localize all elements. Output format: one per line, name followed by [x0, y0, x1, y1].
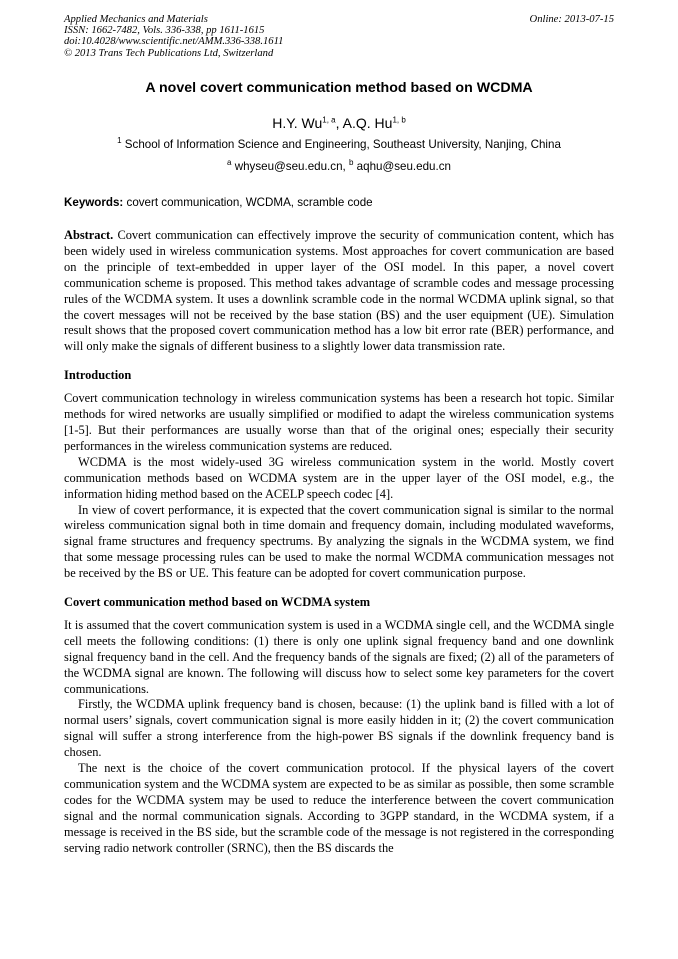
keywords-text: covert communication, WCDMA, scramble code [126, 196, 373, 209]
paragraph: The next is the choice of the covert communication protocol. If the physical layers of the covert communication system and the WCDMA system are expected to be as similar as possible, then some scramble codes for the WCDMA system may be used to reduce the interference between the covert communication signal and the normal communication signals. According to 3GPP standard, in the WCDMA system, if a message is received in the BS side, but the scramble code of the message is not registered in the corresponding serving radio network controller (SRNC), then the BS discards the [64, 761, 614, 855]
affiliation [64, 138, 614, 151]
section-heading: Covert communication method based on WCDMA system [64, 595, 371, 610]
section-heading: Introduction [64, 368, 132, 383]
keywords [64, 196, 614, 209]
paragraph: Covert communication technology in wireless communication systems has been a research hot topic. Similar methods for wired networks are usually simplified or modified to adapt the wireless communication systems [1-5]. But their performances are usually worse than that of the original ones; especially their security performances in the wireless communication systems are reduced. [64, 391, 614, 453]
author-affil-marker: 1, a [322, 115, 336, 125]
email-marker: a [227, 158, 232, 168]
paper-title: A novel covert communication method based on WCDMA [145, 80, 533, 96]
issn-line: ISSN: 1662-7482, Vols. 336-338, pp 1611-1615 [64, 25, 265, 37]
email-separator: , [342, 160, 349, 173]
paper-body [64, 228, 614, 857]
author-affil-marker: 1, b [392, 115, 406, 125]
author-separator: , [335, 115, 343, 131]
affiliation-marker: 1 [117, 136, 122, 146]
email-marker: b [348, 158, 354, 168]
paragraph: It is assumed that the covert communication system is used in a WCDMA single cell, and the WCDMA single cell meets the following conditions: (1) there is only one uplink signal frequency band and one downlink signal frequency band in the cell. And the frequency bands of the signals are fixed; (2) all of the parameters of the WCDMA signal are known. The following will discuss how to select some key parameters for the covert communications. [64, 617, 614, 696]
paragraph: In view of covert performance, it is expected that the covert communication signal is similar to the normal wireless communication signal both in time domain and frequency domain, including modulated waveforms, signal frame structures and frequency spectrums. By analyzing the signals in the WCDMA system, we find that some message processing rules can be used to make the normal WCDMA communication messages not be received by the BS or UE. This feature can be adopted for covert communication purpose. [64, 502, 614, 581]
author-list [64, 115, 614, 131]
copyright-line: © 2013 Trans Tech Publications Ltd, Switzerland [64, 47, 274, 59]
email-address: aqhu@seu.edu.cn [356, 160, 451, 173]
journal-header [64, 14, 614, 59]
doi-line: doi:10.4028/www.scientific.net/AMM.336-338.1611 [64, 36, 284, 48]
keywords-label: Keywords: [64, 196, 124, 209]
journal-name: Applied Mechanics and Materials [64, 14, 208, 25]
author-name: A.Q. Hu [342, 115, 393, 131]
abstract-label: Abstract. [64, 228, 114, 242]
abstract-text: Covert communication can effectively improve the security of communication content, which has been widely used in wireless communication systems. Most approaches for covert communication are based on the principle of text-embedded in upper layer of the OSI model. In this paper, a novel covert communication scheme is proposed. This method takes advantage of scramble codes and message processing rules of the WCDMA system. It uses a downlink scramble code in the normal WCDMA uplink signal, so that the covert messages will not be received by the base station (BS) and the user equipment (UE). Simulation result shows that the proposed covert communication method has a low bit error rate (BER) performance, and will only make the signals of different business to a slightly lower data transmission rate. [64, 228, 614, 354]
email-list [64, 160, 614, 173]
affiliation-text: School of Information Science and Engineering, Southeast University, Nanjing, China [124, 138, 561, 151]
paragraph: Firstly, the WCDMA uplink frequency band is chosen, because: (1) the uplink band is filled with a lot of normal users’ signals, covert communication signal is more easily hidden in it; (2) the covert communication signal will suffer a strong interference from the high-power BS signals if the downlink frequency band is chosen. [64, 697, 614, 760]
abstract [64, 228, 614, 355]
online-date: Online: 2013-07-15 [529, 14, 614, 25]
author-name: H.Y. Wu [272, 115, 323, 131]
email-address: whyseu@seu.edu.cn [234, 160, 343, 173]
paragraph: WCDMA is the most widely-used 3G wireless communication system in the world. Mostly covert communication methods based on WCDMA system are in the upper layer of the OSI model, e.g., the information hiding method based on the ACELP speech codec [4]. [64, 454, 614, 501]
